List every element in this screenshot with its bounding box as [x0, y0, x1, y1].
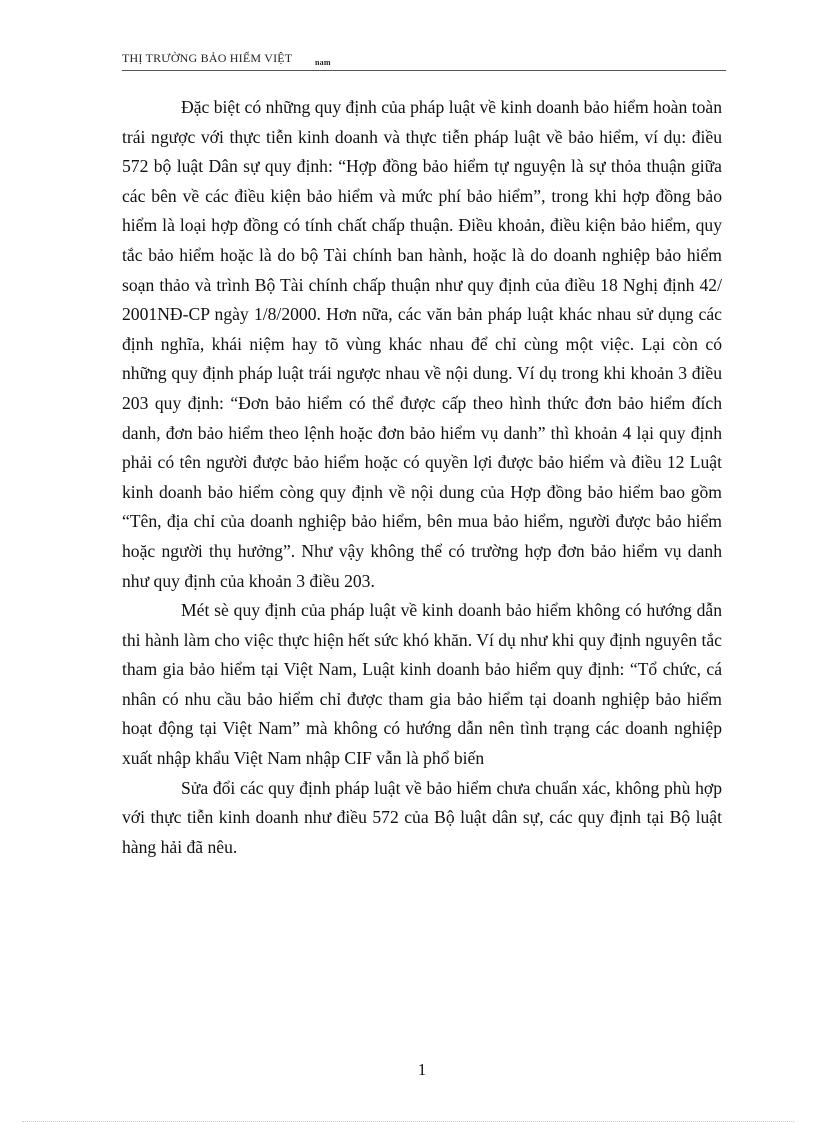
paragraph: Mét sè quy định của pháp luật về kinh doanh bảo hiểm không có hướng dẫn thi hành làm cho việc thực hiện hết sức khó khăn. Ví dụ như khi quy định nguyên tắc tham gia bảo hiểm tại Việt Nam, Luật kinh doanh bảo hiểm quy định: “Tổ chức, cá nhân có nhu cầu bảo hiểm chỉ được tham gia bảo hiểm tại doanh nghiệp bảo hiểm hoạt động tại Việt Nam” mà không có hướng dẫn nên tình trạng các doanh nghiệp xuất nhập khẩu Việt Nam nhập CIF vẫn là phổ biến — [122, 600, 722, 769]
paragraph: Sửa đổi các quy định pháp luật về bảo hiểm chưa chuẩn xác, không phù hợp với thực tiễn kinh doanh như điều 572 của Bộ luật dân sự, các quy định tại Bộ luật hàng hải đã nêu. — [122, 777, 722, 857]
document-body — [122, 93, 722, 862]
paragraph: Đặc biệt có những quy định của pháp luật về kinh doanh bảo hiểm hoàn toàn trái ngược với thực tiễn kinh doanh và thực tiễn pháp luật về bảo hiểm, ví dụ: điều 572 bộ luật Dân sự quy định: “Hợp đồng bảo hiểm tự nguyện là sự thỏa thuận giữa các bên về các điều kiện bảo hiểm và mức phí bảo hiểm”, trong khi hợp đồng bảo hiểm là loại hợp đồng có tính chất chấp thuận. Điều khoản, điều kiện bảo hiểm, quy tắc bảo hiểm hoặc là do bộ Tài chính ban hành, hoặc là do doanh nghiệp bảo hiểm soạn thảo và trình Bộ Tài chính chấp thuận như quy định của điều 18 Nghị định 42/ 2001NĐ-CP ngày 1/8/2000. Hơn nữa, các văn bản pháp luật khác nhau sử dụng các định nghĩa, khái niệm hay tõ vùng khác nhau để chỉ cùng một việc. Lại còn có những quy định pháp luật trái ngược nhau về nội dung. Ví dụ trong khi khoản 3 điều 203 quy định: “Đơn bảo hiểm có thể được cấp theo hình thức đơn bảo hiểm đích danh, đơn bảo hiểm theo lệnh hoặc đơn bảo hiểm vụ danh” thì khoản 4 lại quy định phải có tên người được bảo hiểm hoặc có quyền lợi được bảo hiểm và điều 12 Luật kinh doanh bảo hiểm còng quy định về nội dung của Hợp đồng bảo hiểm bao gồm “Tên, địa chỉ của doanh nghiệp bảo hiểm, bên mua bảo hiểm, người được bảo hiểm hoặc người thụ hưởng”. Như vậy không thể có trường hợp đơn bảo hiểm vụ danh như quy định của khoản 3 điều 203. — [122, 97, 722, 591]
header-suffix: nam — [315, 58, 331, 67]
header-title: THỊ TRƯỜNG BẢO HIỂM VIỆT — [122, 51, 293, 65]
footer-divider — [22, 1121, 794, 1122]
running-header — [122, 48, 726, 71]
page-number: 1 — [417, 1060, 427, 1079]
